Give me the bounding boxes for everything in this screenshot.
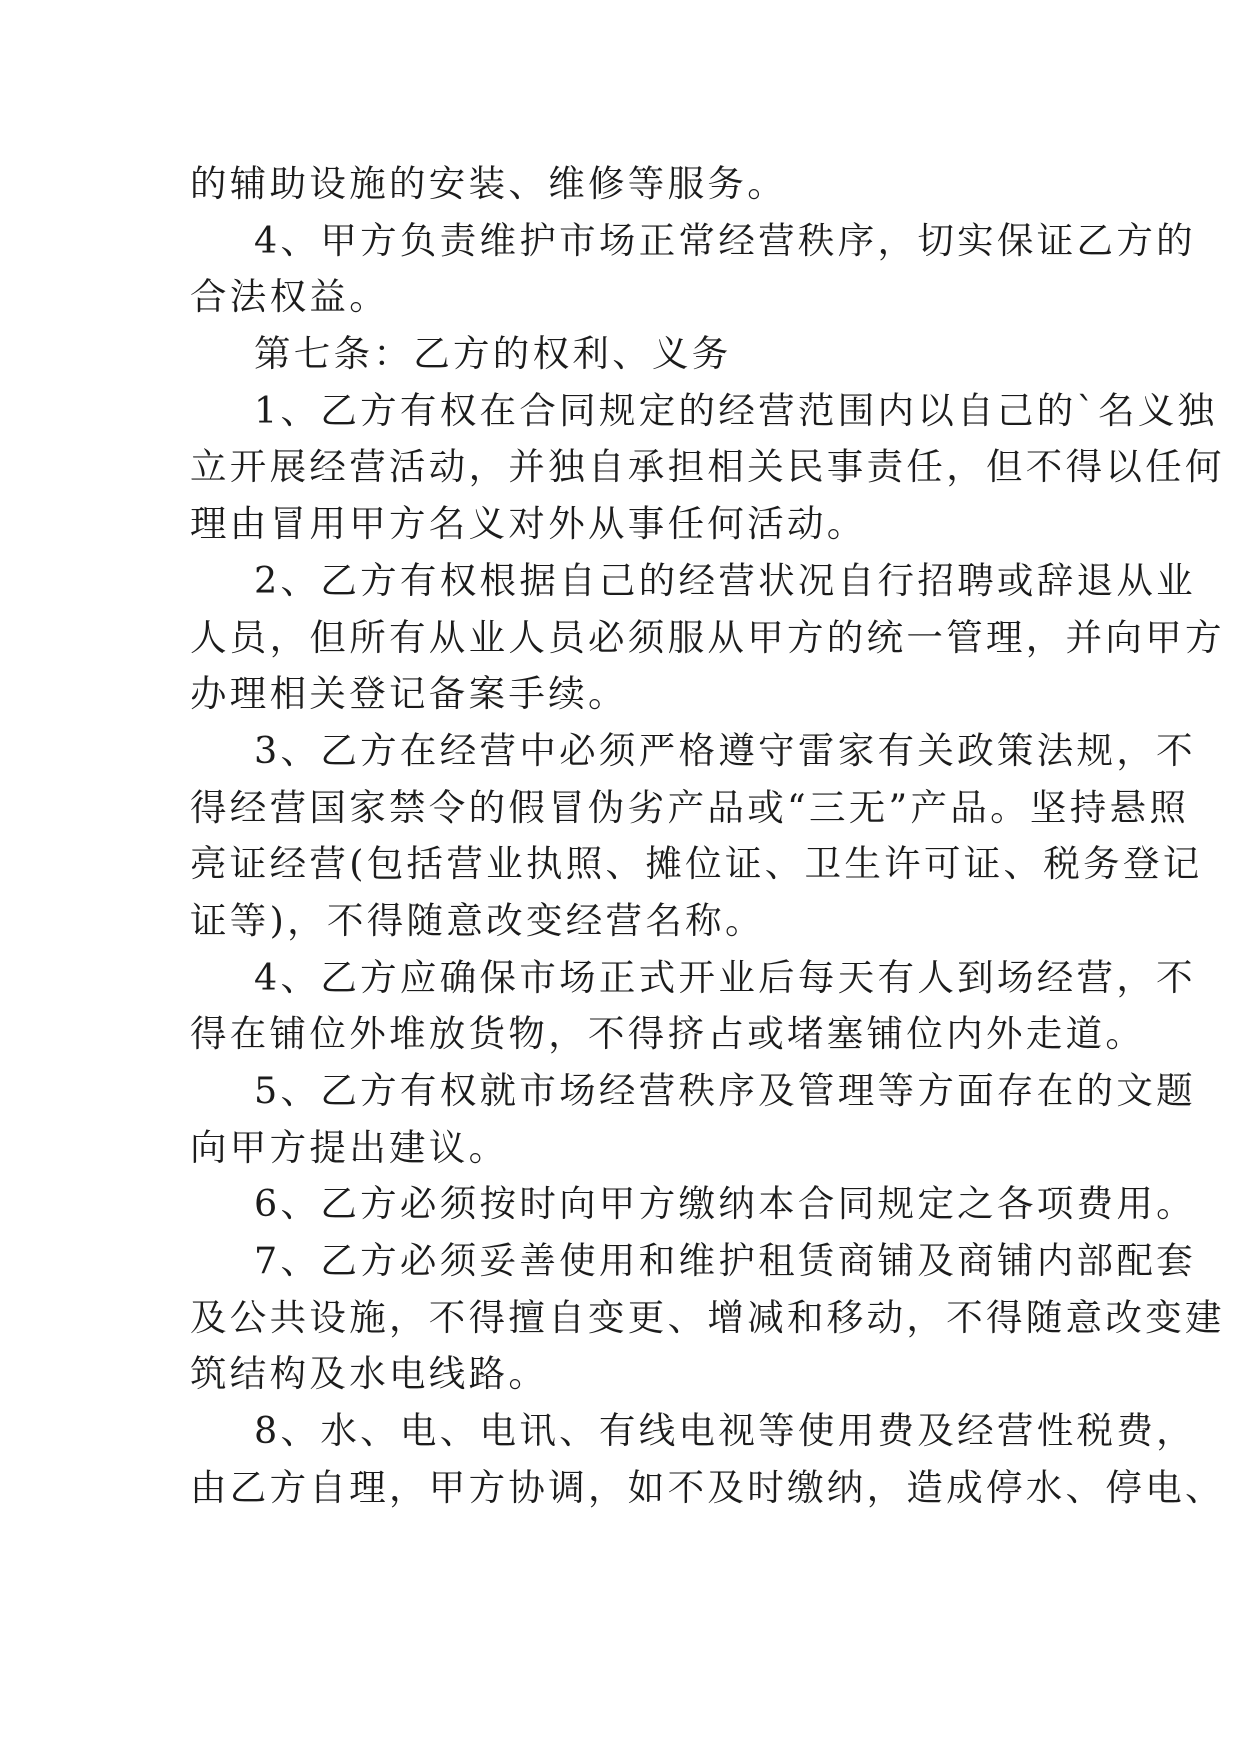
text-line: 立开展经营活动，并独自承担相关民事责任，但不得以任何 (190, 445, 1225, 489)
text-line: 筑结构及水电线路。 (190, 1352, 549, 1396)
text-line: 4、甲方负责维护市场正常经营秩序，切实保证乙方的 (254, 218, 1196, 262)
text-line: 由乙方自理，甲方协调，如不及时缴纳，造成停水、停电、 (190, 1465, 1225, 1509)
text-line: 得经营国家禁令的假冒伪劣产品或“三无”产品。坚持悬照 (190, 785, 1190, 829)
text-line: 4、乙方应确保市场正式开业后每天有人到场经营，不 (254, 955, 1196, 999)
text-line: 人员，但所有从业人员必须服从甲方的统一管理，并向甲方 (190, 615, 1225, 659)
text-line: 6、乙方必须按时向甲方缴纳本合同规定之各项费用。 (254, 1182, 1196, 1226)
document-body (190, 156, 1225, 1517)
text-line: 1、乙方有权在合同规定的经营范围内以自己的`名义独 (254, 388, 1218, 432)
text-line: 理由冒用甲方名义对外从事任何活动。 (190, 502, 867, 546)
text-line: 2、乙方有权根据自己的经营状况自行招聘或辞退从业 (254, 558, 1196, 602)
text-line: 得在铺位外堆放货物，不得挤占或堵塞铺位内外走道。 (190, 1012, 1146, 1056)
text-line: 合法权益。 (190, 275, 389, 319)
text-line: 的辅助设施的安装、维修等服务。 (190, 162, 787, 205)
text-line: 亮证经营(包括营业执照、摊位证、卫生许可证、税务登记 (190, 842, 1203, 886)
text-line: 证等)，不得随意改变经营名称。 (190, 898, 765, 942)
text-line: 及公共设施，不得擅自变更、增减和移动，不得随意改变建 (190, 1295, 1225, 1339)
text-line: 办理相关登记备案手续。 (190, 672, 628, 716)
text-line: 7、乙方必须妥善使用和维护租赁商铺及商铺内部配套 (254, 1239, 1196, 1283)
text-line: 5、乙方有权就市场经营秩序及管理等方面存在的文题 (254, 1069, 1196, 1112)
section-heading: 第七条：乙方的权利、义务 (254, 332, 732, 376)
text-line: 向甲方提出建议。 (190, 1125, 509, 1169)
text-line: 8、水、电、电讯、有线电视等使用费及经营性税费， (254, 1409, 1196, 1453)
text-line: 3、乙方在经营中必须严格遵守雷家有关政策法规，不 (254, 728, 1196, 772)
